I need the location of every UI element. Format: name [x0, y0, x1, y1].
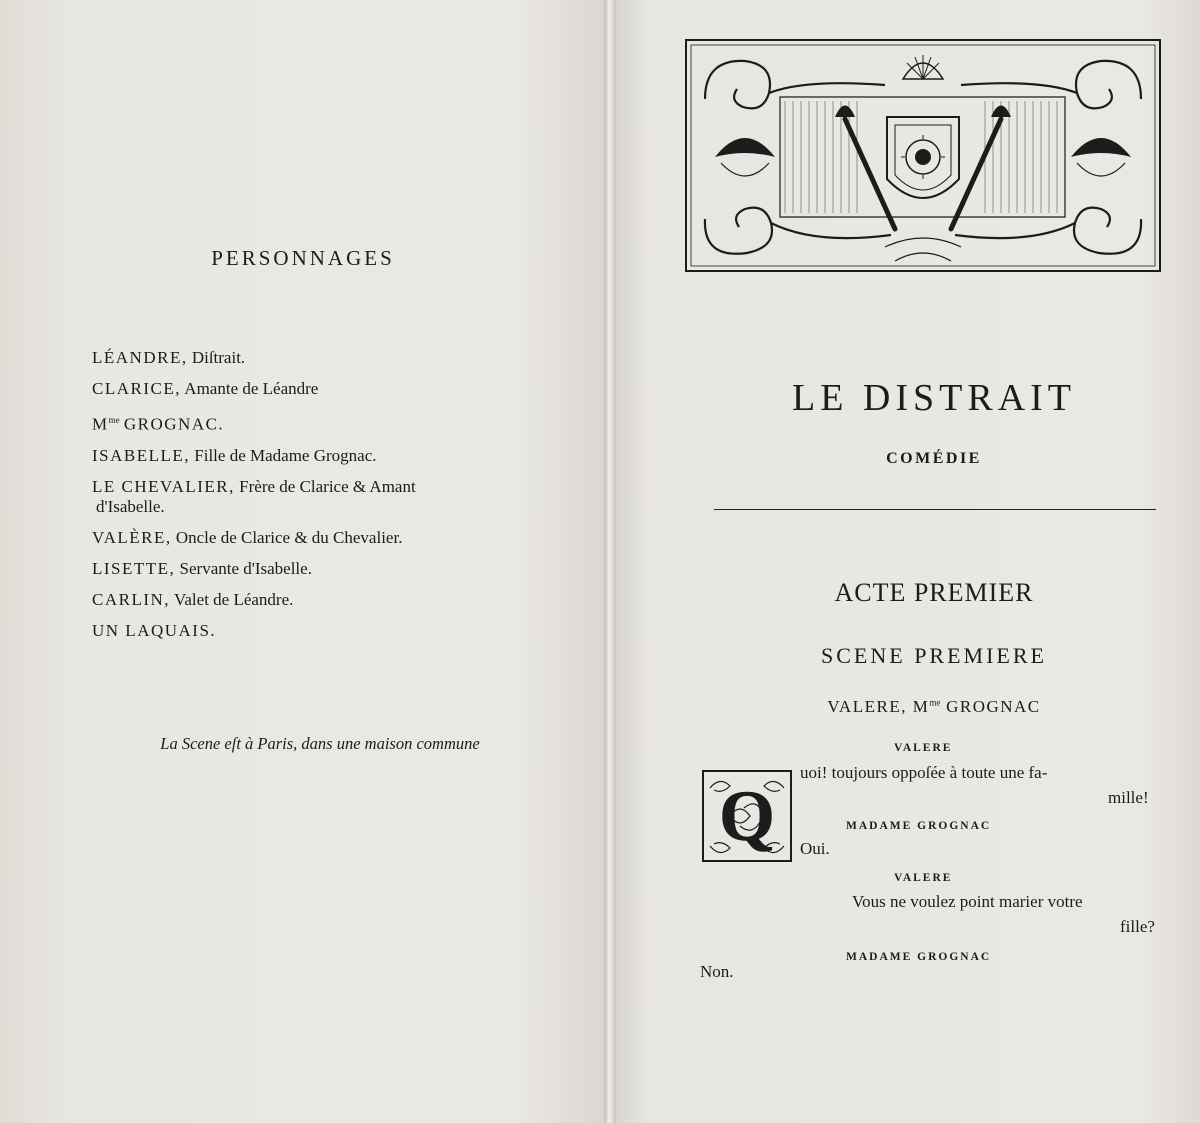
- cast-role: Oncle de Clarice & du Chevalier.: [175, 527, 403, 547]
- scene-cast: [714, 697, 1154, 717]
- act-heading: ACTE PREMIER: [834, 578, 1034, 607]
- cast-role: Frère de Clarice & Amant: [239, 476, 416, 496]
- scene-setting: La Scene eſt à Paris, dans une maison commune: [160, 734, 480, 753]
- speaker-label: MADAME GROGNAC: [846, 951, 992, 963]
- dialogue-line: mille!: [1108, 788, 1149, 807]
- cast-name: CARLIN,: [92, 589, 171, 609]
- cast-item: [92, 446, 562, 466]
- cast-role-continuation: d'Isabelle.: [96, 496, 165, 516]
- cast-role: Fille de Madame Grognac.: [194, 445, 377, 465]
- dialogue-line: Oui.: [800, 839, 830, 858]
- cast-name: UN LAQUAIS.: [92, 620, 217, 640]
- book-gutter: [604, 0, 616, 1123]
- cast-name: GROGNAC.: [123, 414, 225, 434]
- dialogue-line: uoi! toujours oppoſée à toute une fa-: [800, 763, 1048, 782]
- scene-heading: SCENE PREMIERE: [821, 643, 1047, 668]
- cast-name-prefix: M: [92, 414, 109, 434]
- title-divider: [714, 509, 1156, 510]
- personnages-heading: PERSONNAGES: [211, 246, 395, 270]
- dialogue-line: Non.: [700, 962, 734, 981]
- cast-list: [92, 348, 562, 652]
- cast-item: [92, 621, 562, 641]
- scene-cast-superscript: me: [929, 697, 941, 708]
- cast-name: CLARICE,: [92, 379, 181, 398]
- speaker-label: VALERE: [894, 742, 953, 754]
- cast-item: [92, 410, 562, 435]
- cast-item: [92, 477, 562, 517]
- cast-name: ISABELLE,: [92, 445, 191, 465]
- play-title: LE DISTRAIT: [791, 377, 1077, 419]
- cast-name-superscript: me: [108, 415, 120, 425]
- cast-item: [92, 348, 562, 368]
- cast-item: [92, 590, 562, 610]
- cast-name: LÉANDRE,: [92, 348, 188, 367]
- cast-item: [92, 559, 562, 579]
- cast-role: Servante d'Isabelle.: [179, 558, 312, 578]
- cast-item: [92, 528, 562, 548]
- play-genre: COMÉDIE: [886, 450, 982, 467]
- cast-role: Diſtrait.: [191, 348, 246, 367]
- decorated-initial-q-icon: [700, 768, 794, 864]
- scene-cast-part: VALERE, M: [827, 697, 930, 716]
- cast-name: LE CHEVALIER,: [92, 476, 235, 496]
- cast-role: Valet de Léandre.: [173, 589, 294, 609]
- speaker-label: VALERE: [894, 872, 953, 884]
- svg-text:Q: Q: [718, 776, 776, 856]
- baroque-headpiece-ornament-icon: [685, 39, 1161, 272]
- dialogue-line: Vous ne voulez point marier votre: [852, 892, 1083, 911]
- speaker-label: MADAME GROGNAC: [846, 820, 992, 832]
- cast-name: LISETTE,: [92, 558, 176, 578]
- cast-item: [92, 379, 562, 399]
- dialogue-line: fille?: [1120, 917, 1155, 936]
- cast-role: Amante de Léandre: [184, 379, 319, 398]
- scene-cast-part: GROGNAC: [940, 697, 1041, 716]
- cast-name: VALÈRE,: [92, 527, 172, 547]
